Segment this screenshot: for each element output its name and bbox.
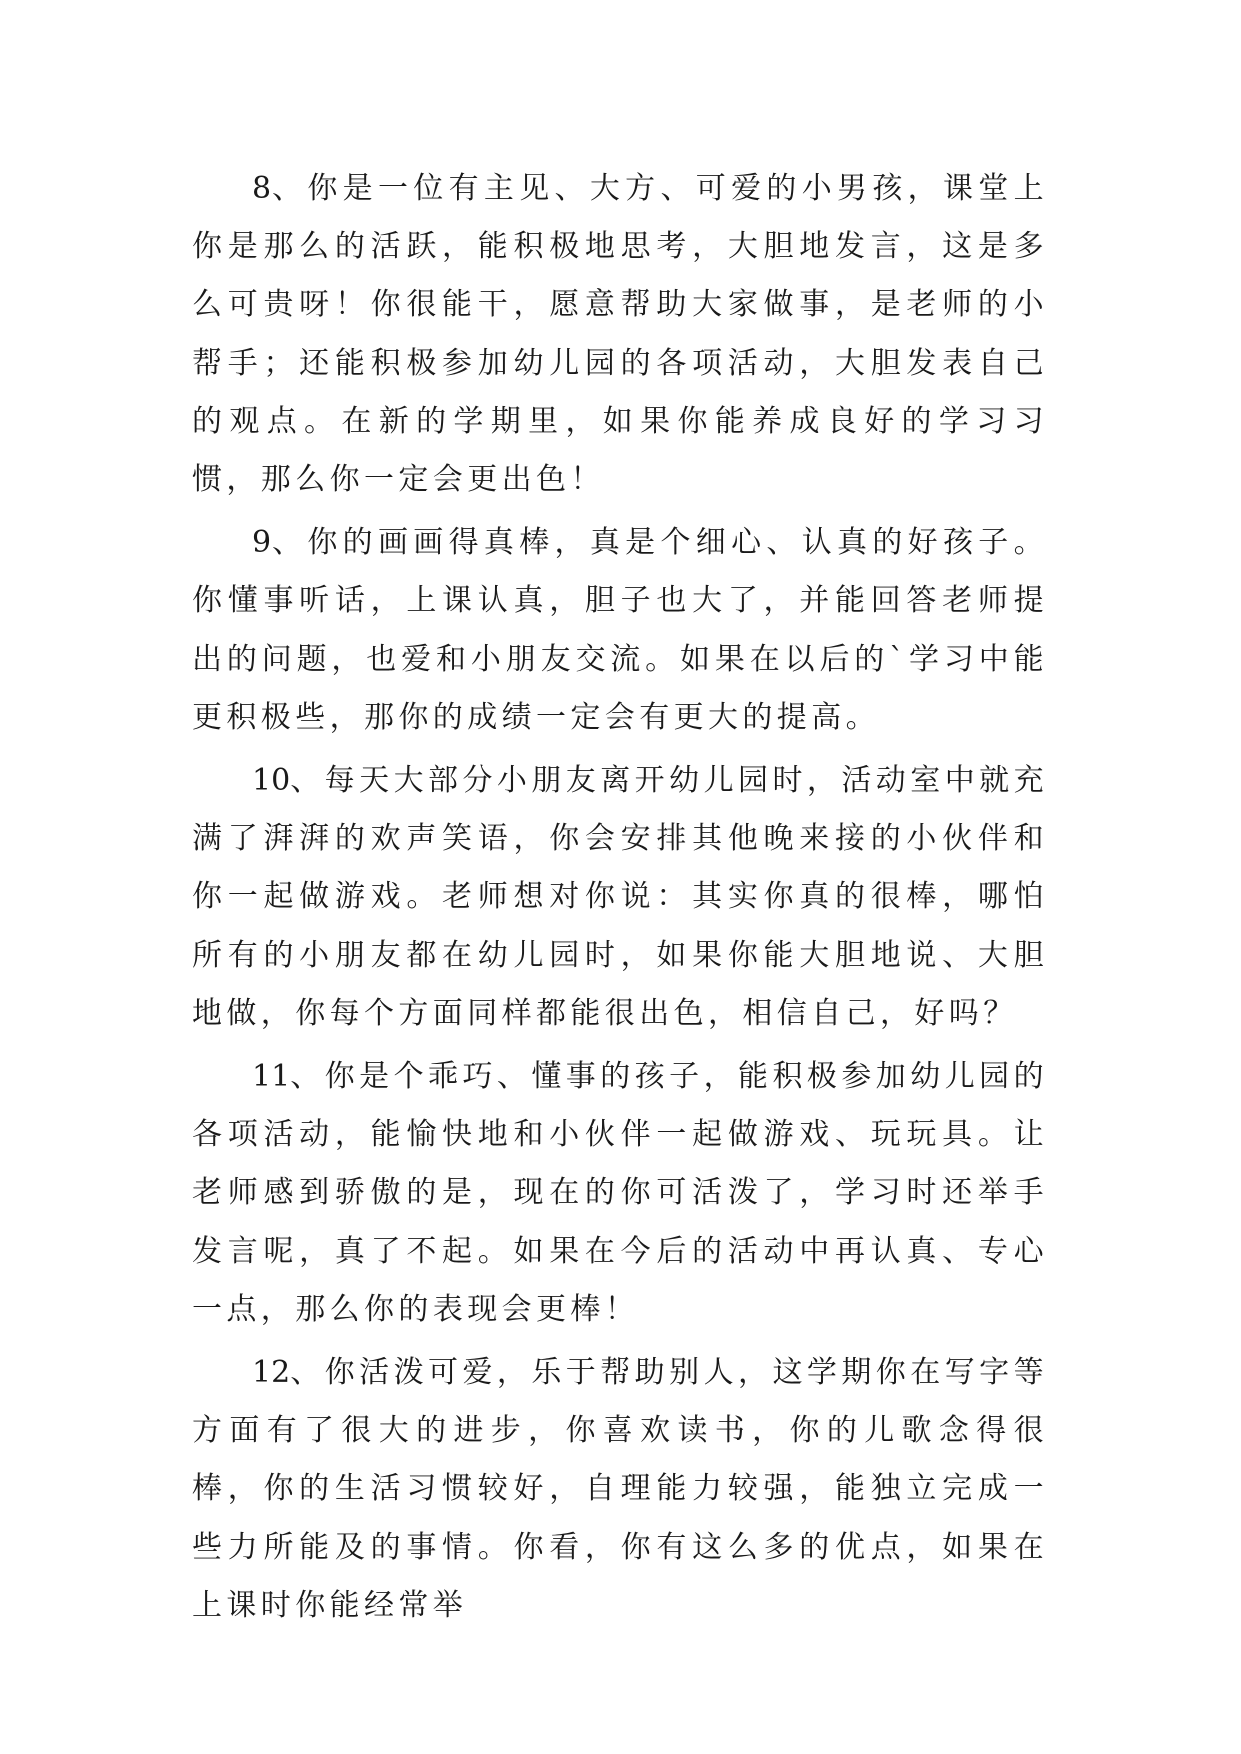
paragraph-11 — [192, 1048, 1048, 1339]
paragraph-9 — [192, 514, 1048, 747]
paragraph-number: 8 — [252, 171, 272, 206]
paragraph-text: 、你活泼可爱，乐于帮助别人，这学期你在写字等方面有了很大的进步，你喜欢读书，你的儿歌念得很棒，你的生活习惯较好，自理能力较强，能独立完成一些力所能及的事情。你看，你有这么多的优点，如果在上课时你能经常举 — [192, 1355, 1048, 1623]
paragraph-number: 9 — [252, 525, 272, 561]
document-body — [192, 160, 1048, 1640]
paragraph-number: 12 — [252, 1355, 291, 1391]
paragraph-text: 、你是一位有主见、大方、可爱的小男孩，课堂上你是那么的活跃，能积极地思考，大胆地发言，这是多么可贵呀！你很能干，愿意帮助大家做事，是老师的小帮手；还能积极参加幼儿园的各项活动，大胆发表自己的观点。在新的学期里，如果你能养成良好的学习习惯，那么你一定会更出色！ — [192, 171, 1048, 498]
paragraph-text: 、你的画画得真棒，真是个细心、认真的好孩子。你懂事听话，上课认真，胆子也大了，并能回答老师提出的问题，也爱和小朋友交流。如果在以后的`学习中能更积极些，那你的成绩一定会有更大的提高。 — [192, 525, 1048, 735]
paragraph-12 — [192, 1344, 1048, 1635]
paragraph-text: 、每天大部分小朋友离开幼儿园时，活动室中就充满了湃湃的欢声笑语，你会安排其他晚来接的小伙伴和你一起做游戏。老师想对你说：其实你真的很棒，哪怕所有的小朋友都在幼儿园时，如果你能大胆地说、大胆地做，你每个方面同样都能很出色，相信自己，好吗？ — [192, 763, 1048, 1031]
paragraph-text: 、你是个乖巧、懂事的孩子，能积极参加幼儿园的各项活动，能愉快地和小伙伴一起做游戏、玩玩具。让老师感到骄傲的是，现在的你可活泼了，学习时还举手发言呢，真了不起。如果在今后的活动中再认真、专心一点，那么你的表现会更棒！ — [192, 1059, 1048, 1327]
paragraph-number: 10 — [252, 763, 291, 799]
paragraph-number: 11 — [252, 1059, 291, 1095]
paragraph-10 — [192, 752, 1048, 1043]
paragraph-8 — [192, 160, 1048, 509]
